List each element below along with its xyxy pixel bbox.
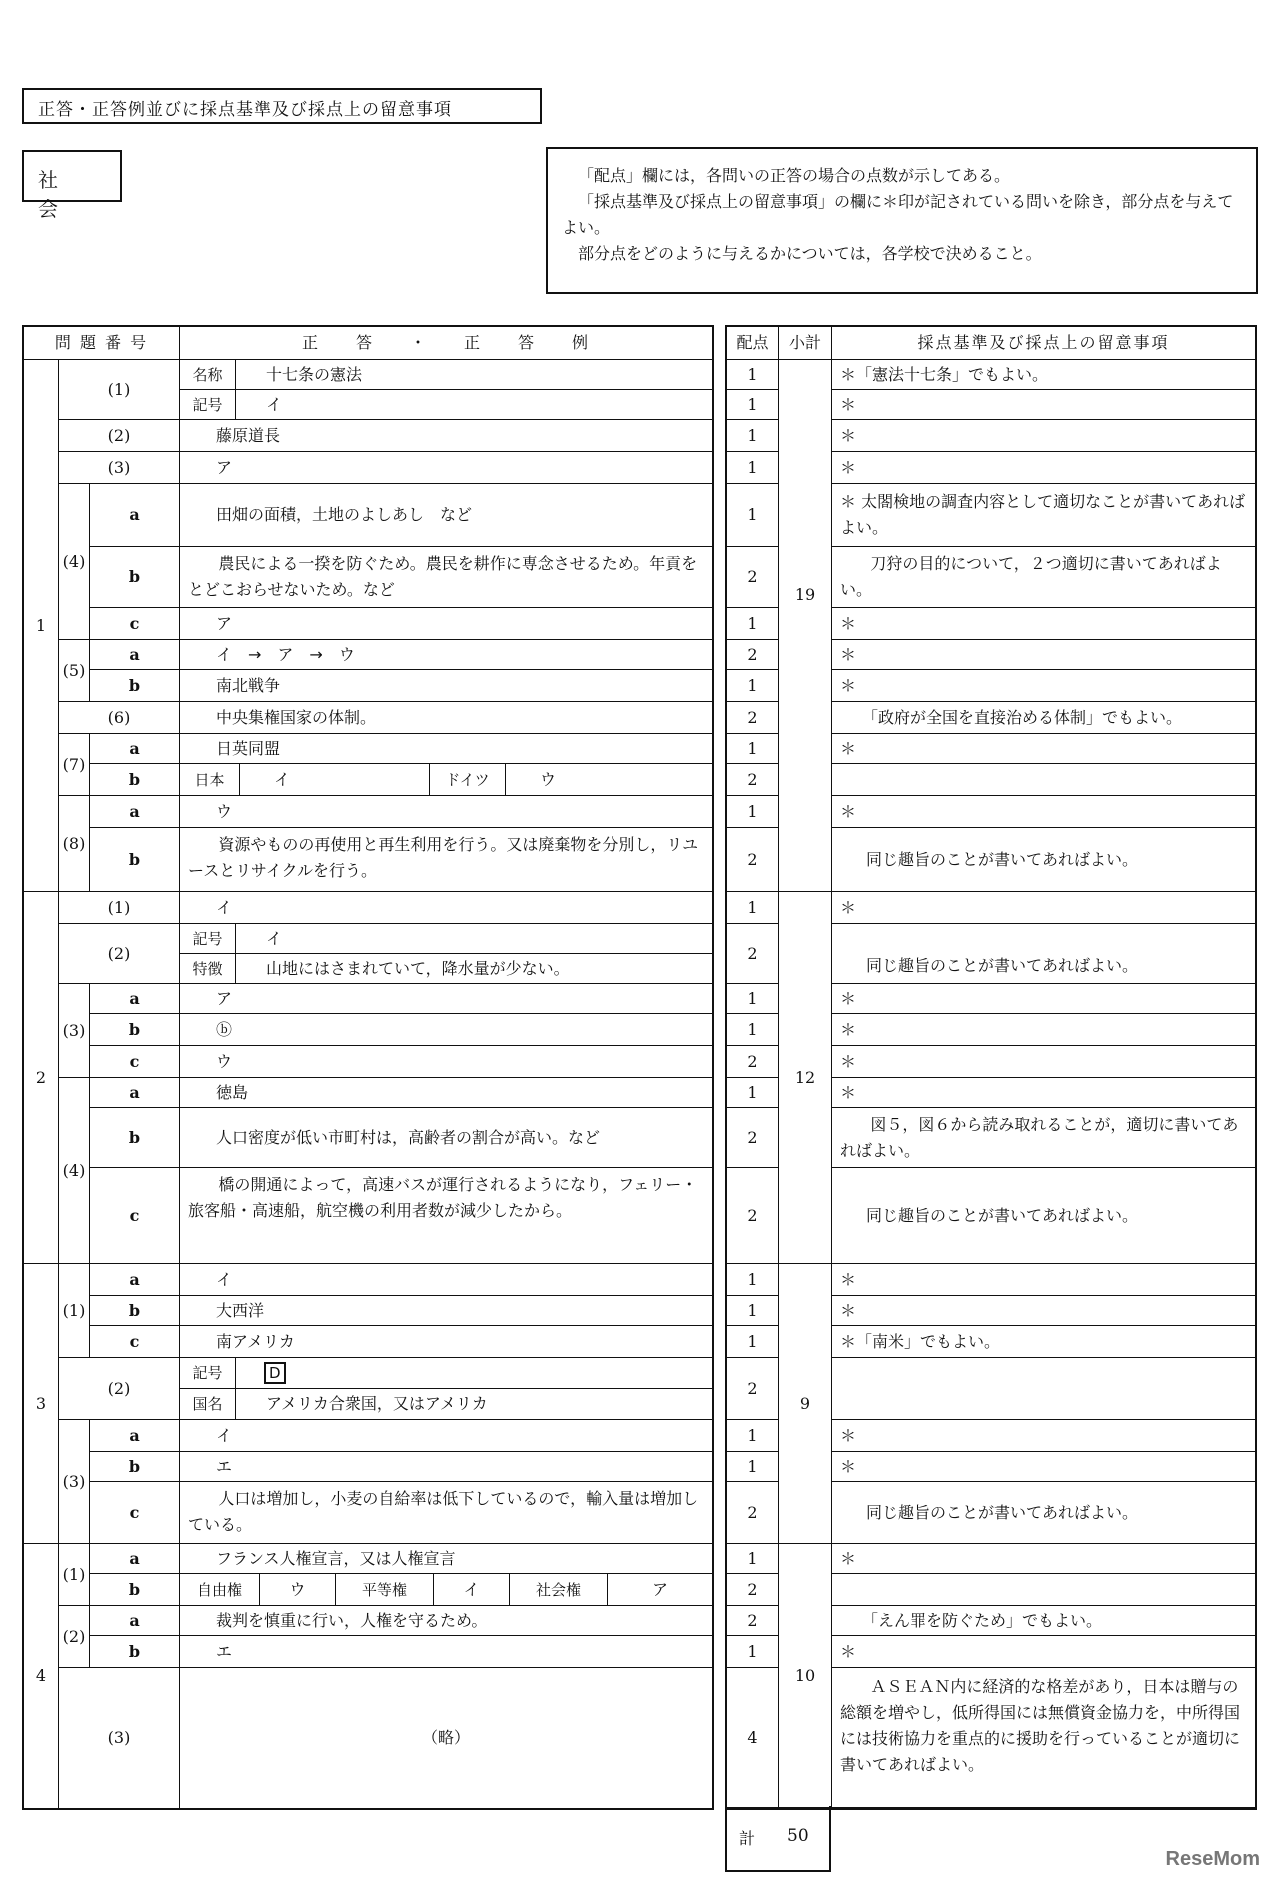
criteria-cell: 同じ趣旨のことが書いてあればよい。: [832, 828, 1255, 892]
criteria-cell: ＊「憲法十七条」でもよい。: [832, 360, 1255, 390]
answer-4-1-b-social: ア: [608, 1574, 712, 1606]
criteria-cell: ＊: [832, 734, 1255, 764]
points-cell: 2: [727, 640, 779, 670]
letter-a: a: [90, 796, 180, 828]
answer-1-5-b: 南北戦争: [180, 670, 712, 702]
criteria-cell: ＊: [832, 420, 1255, 452]
letter-b: b: [90, 764, 180, 796]
subq-2-3: (3): [59, 984, 90, 1078]
points-cell: 1: [727, 1014, 779, 1046]
label-symbol: 記号: [180, 924, 236, 954]
criteria-cell: ＊: [832, 1452, 1255, 1482]
letter-a: a: [90, 1606, 180, 1636]
criteria-cell: ＊: [832, 390, 1255, 420]
points-cell: 1: [727, 734, 779, 764]
header-subtotal: 小計: [779, 327, 832, 360]
answer-1-8-b: 資源やものの再使用と再生利用を行う。又は廃棄物を分別し，リユースとリサイクルを行う。: [180, 828, 712, 892]
answer-2-3-a: ア: [180, 984, 712, 1014]
criteria-cell: ＊: [832, 984, 1255, 1014]
letter-b: b: [90, 828, 180, 892]
subq-1-5: (5): [59, 640, 90, 702]
points-cell: 2: [727, 1358, 779, 1420]
letter-b: b: [90, 1296, 180, 1326]
subq-1-7: (7): [59, 734, 90, 796]
points-cell: 1: [727, 1636, 779, 1668]
subq-1-2: (2): [59, 420, 180, 452]
answer-4-1-a: フランス人権宣言，又は人権宣言: [180, 1544, 712, 1574]
criteria-cell: ＊ 太閤検地の調査内容として適切なことが書いてあればよい。: [832, 484, 1255, 547]
label-feature: 特徴: [180, 954, 236, 984]
letter-a: a: [90, 1420, 180, 1452]
points-cell: 2: [727, 1108, 779, 1168]
answer-1-4-a: 田畑の面積，土地のよしあし など: [180, 484, 712, 547]
criteria-cell: ＊: [832, 608, 1255, 640]
question-number-1: 1: [24, 360, 59, 892]
points-cell: 4: [727, 1668, 779, 1808]
criteria-cell: ＊: [832, 796, 1255, 828]
criteria-cell: 図５，図６から読み取れることが，適切に書いてあればよい。: [832, 1108, 1255, 1168]
criteria-cell: 同じ趣旨のことが書いてあればよい。: [832, 1482, 1255, 1544]
answer-1-1-name: 十七条の憲法: [236, 360, 712, 390]
subq-2-1: (1): [59, 892, 180, 924]
points-cell: 1: [727, 390, 779, 420]
answer-3-3-b: エ: [180, 1452, 712, 1482]
answer-3-1-b: 大西洋: [180, 1296, 712, 1326]
subq-3-2: (2): [59, 1358, 180, 1420]
subq-1-3: (3): [59, 452, 180, 484]
answer-3-2-symbol: [236, 1358, 712, 1389]
header-answer: 正 答 ・ 正 答 例: [180, 327, 712, 360]
subtotal-q1: 19: [779, 360, 832, 892]
criteria-cell: ＊: [832, 1420, 1255, 1452]
answer-4-2-a: 裁判を慎重に行い，人権を守るため。: [180, 1606, 712, 1636]
criteria-cell-empty: [832, 1574, 1255, 1606]
answer-1-4-c: ア: [180, 608, 712, 640]
page-title: 正答・正答例並びに採点基準及び採点上の留意事項: [22, 88, 542, 124]
points-cell: 1: [727, 1326, 779, 1358]
subq-1-6: (6): [59, 702, 180, 734]
criteria-cell: 刀狩の目的について，２つ適切に書いてあればよい。: [832, 547, 1255, 608]
points-cell: 1: [727, 1544, 779, 1574]
criteria-cell: ＊: [832, 1014, 1255, 1046]
criteria-cell: 同じ趣旨のことが書いてあればよい。: [832, 924, 1255, 984]
points-cell: 1: [727, 984, 779, 1014]
total-value: 50: [787, 1826, 809, 1846]
criteria-cell: 「えん罪を防ぐため」でもよい。: [832, 1606, 1255, 1636]
letter-a: a: [90, 734, 180, 764]
subq-4-3: (3): [59, 1668, 180, 1808]
subq-4-1: (1): [59, 1544, 90, 1606]
criteria-cell: 同じ趣旨のことが書いてあればよい。: [832, 1168, 1255, 1264]
answer-4-2-b: エ: [180, 1636, 712, 1668]
points-cell: 1: [727, 1420, 779, 1452]
letter-a: a: [90, 484, 180, 547]
criteria-cell-empty: [832, 1358, 1255, 1420]
points-cell: 2: [727, 1574, 779, 1606]
subq-3-3: (3): [59, 1420, 90, 1544]
total-box: [725, 1806, 831, 1872]
criteria-cell: ＡＳＥＡＮ内に経済的な格差があり，日本は贈与の総額を増やし，低所得国には無償資金協力を，中所得国には技術協力を重点的に援助を行っていることが適切に書いてあればよい。: [832, 1668, 1255, 1808]
answer-3-1-a: イ: [180, 1264, 712, 1296]
answer-3-3-a: イ: [180, 1420, 712, 1452]
header-criteria: 採点基準及び採点上の留意事項: [832, 327, 1255, 360]
answer-4-1-b-equality: イ: [434, 1574, 510, 1606]
points-cell: 2: [727, 702, 779, 734]
answer-2-1: イ: [180, 892, 712, 924]
criteria-cell: ＊: [832, 1046, 1255, 1078]
criteria-cell-empty: [832, 764, 1255, 796]
points-cell: 2: [727, 1168, 779, 1264]
points-cell: 2: [727, 924, 779, 984]
label-name: 名称: [180, 360, 236, 390]
note-line: 部分点をどのように与えるかについては，各学校で決めること。: [578, 244, 1042, 263]
criteria-cell: 「政府が全国を直接治める体制」でもよい。: [832, 702, 1255, 734]
points-cell: 1: [727, 1078, 779, 1108]
note-line: 「配点」欄には，各問いの正答の場合の点数が示してある。: [578, 166, 1011, 185]
question-number-3: 3: [24, 1264, 59, 1544]
letter-a: a: [90, 1078, 180, 1108]
answer-1-3: ア: [180, 452, 712, 484]
criteria-cell: ＊: [832, 1544, 1255, 1574]
answer-4-1-b-freedom: ウ: [260, 1574, 336, 1606]
points-cell: 1: [727, 796, 779, 828]
answer-4-3-omitted: （略）: [421, 1728, 470, 1747]
letter-b: b: [90, 1108, 180, 1168]
points-cell: 1: [727, 670, 779, 702]
points-cell: 1: [727, 1264, 779, 1296]
letter-c: c: [90, 1046, 180, 1078]
points-cell: 2: [727, 828, 779, 892]
label-symbol: 記号: [180, 1358, 236, 1389]
points-cell: 1: [727, 1452, 779, 1482]
note-line: 「採点基準及び採点上の留意事項」の欄に＊印が記されている問いを除き，部分点を与えてよい。: [562, 192, 1234, 237]
points-cell: 2: [727, 764, 779, 796]
label-social: 社会権: [510, 1574, 608, 1606]
criteria-cell: ＊: [832, 1264, 1255, 1296]
subq-4-2: (2): [59, 1606, 90, 1668]
subtotal-q3: 9: [779, 1264, 832, 1544]
letter-b: b: [90, 670, 180, 702]
watermark-logo: ReseMom: [1165, 1848, 1260, 1870]
answer-table: [22, 325, 714, 1810]
points-cell: 1: [727, 420, 779, 452]
label-freedom: 自由権: [180, 1574, 260, 1606]
answer-2-2-feature: 山地にはさまれていて，降水量が少ない。: [236, 954, 712, 984]
scoring-notes: [546, 147, 1258, 294]
answer-1-7-a: 日英同盟: [180, 734, 712, 764]
points-cell: 2: [727, 547, 779, 608]
subtotal-q4: 10: [779, 1544, 832, 1808]
answer-1-4-b: 農民による一揆を防ぐため。農民を耕作に専念させるため。年貢をとどこおらせないため。など: [180, 547, 712, 608]
criteria-cell: ＊: [832, 1636, 1255, 1668]
points-cell: 2: [727, 1482, 779, 1544]
answer-3-2-country: アメリカ合衆国，又はアメリカ: [236, 1389, 712, 1420]
points-cell: 2: [727, 1606, 779, 1636]
criteria-cell: ＊: [832, 1296, 1255, 1326]
criteria-cell: ＊: [832, 1078, 1255, 1108]
letter-a: a: [90, 1264, 180, 1296]
subject-label: 社 会: [22, 150, 122, 202]
header-question-no: 問 題 番 号: [24, 327, 180, 360]
letter-c: c: [90, 1326, 180, 1358]
answer-2-3-c: ウ: [180, 1046, 712, 1078]
answer-2-2-symbol: イ: [236, 924, 712, 954]
criteria-cell: ＊: [832, 640, 1255, 670]
answer-1-7-b-germany: ウ: [506, 764, 712, 796]
letter-b: b: [90, 1574, 180, 1606]
question-number-4: 4: [24, 1544, 59, 1808]
points-cell: 1: [727, 1296, 779, 1326]
label-symbol: 記号: [180, 390, 236, 420]
points-cell: 1: [727, 892, 779, 924]
answer-2-3-b: ⓑ: [180, 1014, 712, 1046]
subq-2-2: (2): [59, 924, 180, 984]
answer-2-4-a: 徳島: [180, 1078, 712, 1108]
subq-1-4: (4): [59, 484, 90, 640]
answer-1-5-a: イ → ア → ウ: [180, 640, 712, 670]
subq-2-4: (4): [59, 1078, 90, 1264]
criteria-cell: ＊: [832, 892, 1255, 924]
letter-b: b: [90, 1014, 180, 1046]
criteria-cell: ＊「南米」でもよい。: [832, 1326, 1255, 1358]
criteria-cell: ＊: [832, 452, 1255, 484]
answer-1-8-a: ウ: [180, 796, 712, 828]
points-cell: 2: [727, 1046, 779, 1078]
subtotal-q2: 12: [779, 892, 832, 1264]
answer-1-2: 藤原道長: [180, 420, 712, 452]
letter-a: a: [90, 1544, 180, 1574]
letter-a: a: [90, 640, 180, 670]
answer-1-6: 中央集権国家の体制。: [180, 702, 712, 734]
answer-3-3-c: 人口は増加し，小麦の自給率は低下しているので，輸入量は増加している。: [180, 1482, 712, 1544]
label-germany: ドイツ: [430, 764, 506, 796]
letter-c: c: [90, 608, 180, 640]
header-points: 配点: [727, 327, 779, 360]
answer-2-4-c: 橋の開通によって，高速バスが運行されるようになり，フェリー・旅客船・高速船，航空機の利用者数が減少したから。: [180, 1168, 712, 1264]
letter-c: c: [90, 1168, 180, 1264]
letter-b: b: [90, 1452, 180, 1482]
points-cell: 1: [727, 360, 779, 390]
letter-b: b: [90, 1636, 180, 1668]
points-cell: 1: [727, 484, 779, 547]
label-japan: 日本: [180, 764, 240, 796]
letter-b: b: [90, 547, 180, 608]
answer-2-4-b: 人口密度が低い市町村は，高齢者の割合が高い。など: [180, 1108, 712, 1168]
subq-3-1: (1): [59, 1264, 90, 1358]
label-equality: 平等権: [336, 1574, 434, 1606]
scoring-table: [725, 325, 1257, 1810]
answer-1-7-b-japan: イ: [240, 764, 430, 796]
subq-1-8: (8): [59, 796, 90, 892]
letter-c: c: [90, 1482, 180, 1544]
letter-a: a: [90, 984, 180, 1014]
question-number-2: 2: [24, 892, 59, 1264]
criteria-cell: ＊: [832, 670, 1255, 702]
answer-1-1-symbol: イ: [236, 390, 712, 420]
label-country: 国名: [180, 1389, 236, 1420]
answer-3-1-c: 南アメリカ: [180, 1326, 712, 1358]
points-cell: 1: [727, 452, 779, 484]
boxed-symbol-d: D: [264, 1362, 286, 1384]
points-cell: 1: [727, 608, 779, 640]
total-label: 計: [739, 1829, 756, 1848]
subq-1-1: (1): [59, 360, 180, 420]
